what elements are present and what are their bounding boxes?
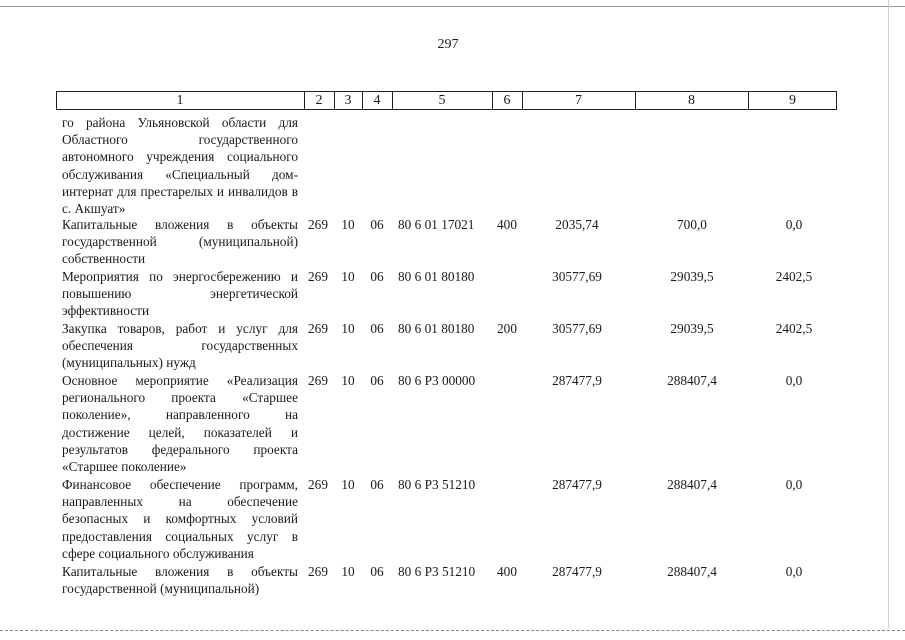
scan-border-top <box>0 6 905 7</box>
row-amount-1: 2035,74 <box>555 217 599 232</box>
header-col-9: 9 <box>789 93 796 108</box>
row-section: 10 <box>341 564 355 579</box>
row-type: 400 <box>497 217 517 232</box>
row-section: 10 <box>341 373 355 388</box>
row-type: 200 <box>497 321 517 336</box>
row-amount-3: 0,0 <box>785 373 803 388</box>
row-amount-3: 0,0 <box>785 217 803 232</box>
row-description: Мероприятия по энергосбережению и повышению энергетической эффективности <box>62 269 298 319</box>
row-amount-2: 288407,4 <box>667 564 717 579</box>
header-col-7: 7 <box>575 93 582 108</box>
row-amount-1: 30577,69 <box>552 269 602 284</box>
row-section: 10 <box>341 269 355 284</box>
row-amount-2: 288407,4 <box>667 373 717 388</box>
row-target: 80 6 P3 51210 <box>398 477 476 492</box>
row-description: Капитальные вложения в объекты государственной (муниципальной) <box>62 564 298 597</box>
scan-border-bottom <box>0 630 905 633</box>
row-description: Финансовое обеспечение программ, направленных на обеспечение безопасных и комфортных условий предоставления социальных услуг в сфере социального обслуживания <box>62 477 298 561</box>
row-amount-1: 287477,9 <box>552 373 602 388</box>
header-col-8: 8 <box>688 93 695 108</box>
row-code: 269 <box>308 321 328 336</box>
header-col-6: 6 <box>503 93 511 108</box>
row-code: 269 <box>308 269 328 284</box>
row-subsection: 06 <box>370 269 384 284</box>
row-amount-3: 2402,5 <box>775 269 813 284</box>
row-amount-2: 288407,4 <box>667 477 717 492</box>
row-target: 80 6 P3 00000 <box>398 373 476 388</box>
row-description: го района Ульяновской области для Областного государственного автономного учреждения социального обслуживания «Специальный дом-интернат для престарелых и инвалидов в с. Акшуат» <box>62 115 298 217</box>
header-col-2: 2 <box>315 93 323 108</box>
row-subsection: 06 <box>370 373 384 388</box>
row-description: Основное мероприятие «Реализация регионального проекта «Старшее поколение», направленного на достижение целей, показателей и результатов федерального проекта «Старшее поколение» <box>62 373 298 475</box>
row-amount-2: 29039,5 <box>670 321 714 336</box>
header-col-3: 3 <box>344 93 352 108</box>
row-code: 269 <box>308 217 328 232</box>
page-number: 297 <box>437 37 459 52</box>
row-amount-1: 287477,9 <box>552 564 602 579</box>
row-amount-3: 2402,5 <box>775 321 813 336</box>
row-target: 80 6 01 17021 <box>398 217 475 232</box>
row-amount-3: 0,0 <box>785 564 803 579</box>
row-subsection: 06 <box>370 321 384 336</box>
row-description: Закупка товаров, работ и услуг для обеспечения государственных (муниципальных) нужд <box>62 321 298 371</box>
row-subsection: 06 <box>370 564 384 579</box>
row-amount-1: 287477,9 <box>552 477 602 492</box>
row-code: 269 <box>308 564 328 579</box>
row-target: 80 6 P3 51210 <box>398 564 476 579</box>
row-code: 269 <box>308 373 328 388</box>
row-amount-3: 0,0 <box>785 477 803 492</box>
row-section: 10 <box>341 217 355 232</box>
header-col-4: 4 <box>373 93 381 108</box>
scan-border-right <box>888 0 889 628</box>
row-description: Капитальные вложения в объекты государственной (муниципальной) собственности <box>62 217 298 267</box>
row-subsection: 06 <box>370 217 384 232</box>
header-col-1: 1 <box>176 93 184 108</box>
row-subsection: 06 <box>370 477 384 492</box>
row-section: 10 <box>341 477 355 492</box>
row-target: 80 6 01 80180 <box>398 321 475 336</box>
row-code: 269 <box>308 477 328 492</box>
row-target: 80 6 01 80180 <box>398 269 475 284</box>
row-amount-2: 700,0 <box>677 217 707 232</box>
row-section: 10 <box>341 321 355 336</box>
row-type: 400 <box>497 564 517 579</box>
row-amount-1: 30577,69 <box>552 321 602 336</box>
row-amount-2: 29039,5 <box>670 269 714 284</box>
header-col-5: 5 <box>438 93 446 108</box>
